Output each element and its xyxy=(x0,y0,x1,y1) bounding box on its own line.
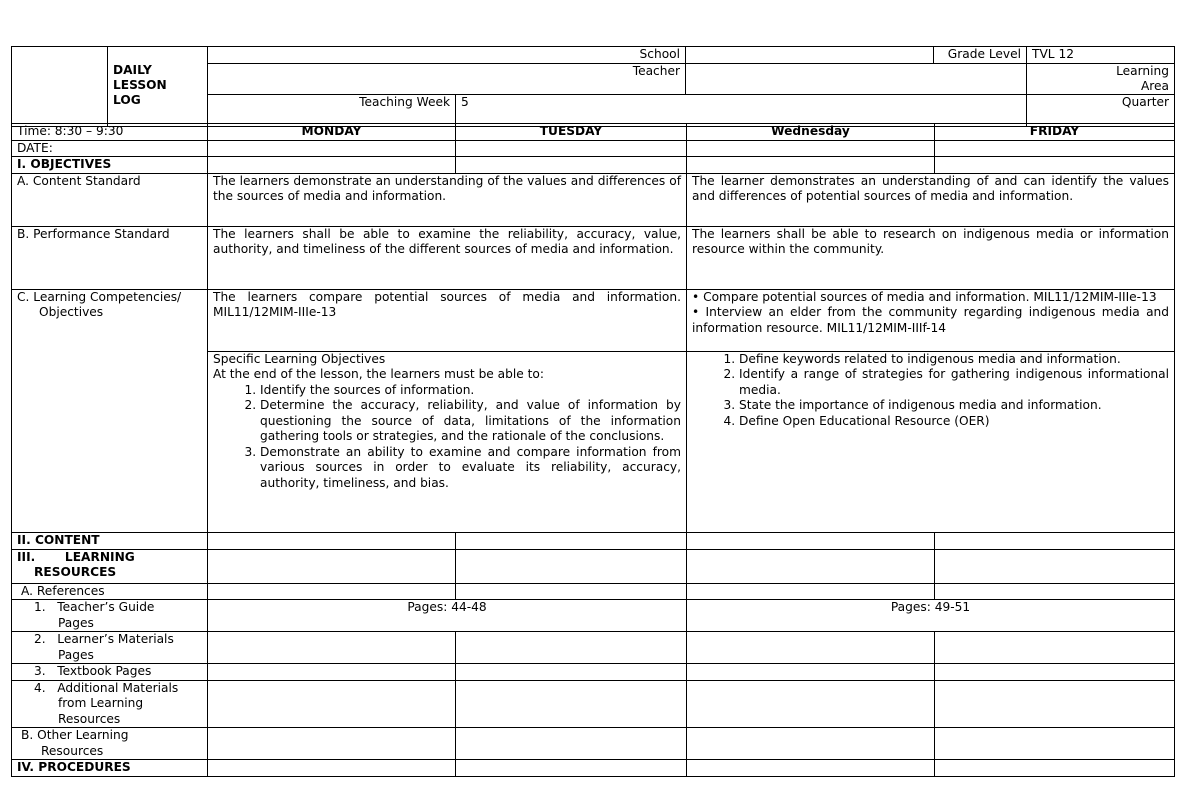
day-wednesday: Wednesday xyxy=(687,124,935,141)
performance-standard-right: The learners shall be able to research on indigenous media or information resource within the community. xyxy=(687,226,1175,289)
specific-objectives-left xyxy=(208,351,687,532)
learning-area-label: Learning Area xyxy=(1027,63,1175,94)
list-item: 3. State the importance of indigenous media and information. xyxy=(739,398,1169,414)
specific-objectives-right xyxy=(687,351,1175,532)
ref-learners-materials: 2. Learner’s Materials Pages xyxy=(12,632,208,664)
date-label: DATE: xyxy=(12,140,208,157)
list-item: 2. Determine the accuracy, reliability, and value of information by questioning the source of data, limitations of the information gathering tools or strategies, and the rationale of the conclusions. xyxy=(260,398,681,445)
content-standard-left: The learners demonstrate an understanding of the values and differences of the sources of media and information. xyxy=(208,173,687,226)
competencies-label: C. Learning Competencies/ Objectives xyxy=(12,289,208,532)
performance-standard-label: B. Performance Standard xyxy=(12,226,208,289)
school-value xyxy=(686,47,934,64)
content-standard-label: A. Content Standard xyxy=(12,173,208,226)
lesson-log-table xyxy=(11,123,1175,777)
teaching-week-label: Teaching Week xyxy=(208,94,456,126)
teacher-label: Teacher xyxy=(208,63,686,94)
references-label: A. References xyxy=(12,583,208,600)
teaching-week-value: 5 xyxy=(456,94,1027,126)
day-tuesday: TUESDAY xyxy=(456,124,687,141)
content-heading: II. CONTENT xyxy=(12,532,208,549)
list-item: 2. Identify a range of strategies for gathering indigenous informational media. xyxy=(739,367,1169,398)
tg-pages-left: Pages: 44-48 xyxy=(208,600,687,632)
other-resources-label: B. Other Learning Resources xyxy=(12,728,208,760)
school-label: School xyxy=(208,47,686,64)
competencies-left: The learners compare potential sources of media and information. MIL11/12MIM-IIIe-13 xyxy=(208,289,687,351)
list-item: 1. Define keywords related to indigenous media and information. xyxy=(739,352,1169,368)
grade-level-value: TVL 12 xyxy=(1027,47,1175,64)
list-item: 4. Define Open Educational Resource (OER) xyxy=(739,414,1169,430)
time-label: Time: 8:30 – 9:30 xyxy=(12,124,208,141)
list-item: 1. Identify the sources of information. xyxy=(260,383,681,399)
day-monday: MONDAY xyxy=(208,124,456,141)
quarter-label: Quarter xyxy=(1027,94,1175,126)
header-table xyxy=(11,46,1175,127)
teacher-value xyxy=(686,63,1027,94)
day-friday: FRIDAY xyxy=(935,124,1175,141)
ref-textbook-pages: 3. Textbook Pages xyxy=(12,664,208,681)
tg-pages-right: Pages: 49-51 xyxy=(687,600,1175,632)
objectives-heading: I. OBJECTIVES xyxy=(12,157,208,174)
resources-heading: III. LEARNING RESOURCES xyxy=(12,549,208,583)
content-standard-right: The learner demonstrates an understanding of and can identify the values and differences of potential sources of media and information. xyxy=(687,173,1175,226)
specific-objectives-title: Specific Learning Objectives xyxy=(213,351,386,366)
performance-standard-left: The learners shall be able to examine the reliability, accuracy, value, authority, and timeliness of the different sources of media and information. xyxy=(208,226,687,289)
competencies-right: • Compare potential sources of media and information. MIL11/12MIM-IIIe-13 • Interview an elder from the community regarding indigenous media and information resource. MIL11/12MIM-IIIf-14 xyxy=(687,289,1175,351)
specific-objectives-intro: At the end of the lesson, the learners must be able to: xyxy=(213,367,544,381)
ref-teachers-guide: 1. Teacher’s Guide Pages xyxy=(12,600,208,632)
ref-additional-materials: 4. Additional Materials from Learning Resources xyxy=(12,680,208,728)
procedures-heading: IV. PROCEDURES xyxy=(12,760,208,777)
header-blank-cell xyxy=(12,47,108,127)
grade-level-label: Grade Level xyxy=(934,47,1027,64)
dll-title: DAILY LESSON LOG xyxy=(108,47,208,127)
list-item: 3. Demonstrate an ability to examine and compare information from various sources in order to evaluate its reliability, accuracy, authority, timeliness, and bias. xyxy=(260,445,681,492)
